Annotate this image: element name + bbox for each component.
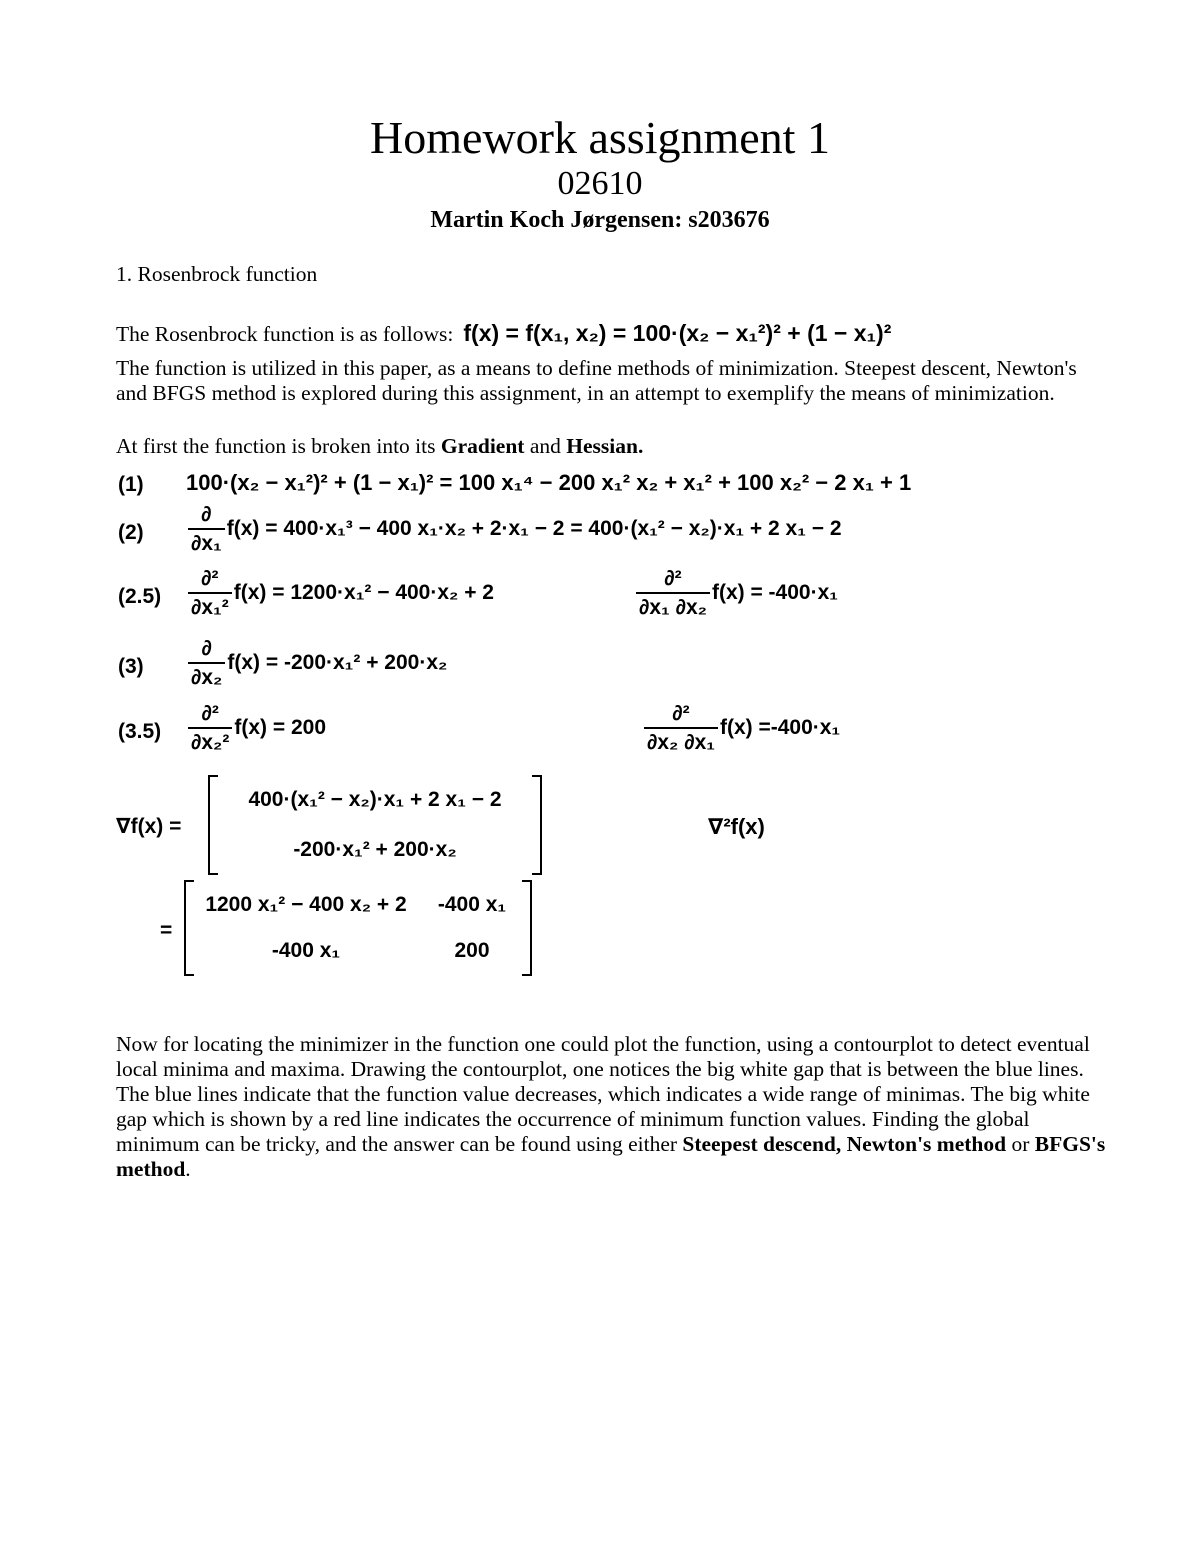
hessian-term: Hessian. <box>566 434 644 458</box>
eq1-expansion: 100·(x₂ − x₁²)² + (1 − x₁)² = 100 x₁⁴ − 200 x₁² x₂ + x₁² + 100 x₂² − 2 x₁ + 1 <box>186 470 912 495</box>
course-code: 02610 <box>557 165 643 202</box>
partial-x2-fraction: $\frac{\partial}{\text{∂x₂}}$ <box>188 637 225 690</box>
gradient-row-2: -200·x₁² + 200·x₂ <box>293 838 457 861</box>
intro-line <box>116 320 891 347</box>
gradient-hessian-line: At first the function is broken into its Gradient and Hessian. <box>116 434 644 458</box>
hessian-r2c1: -400 x₁ <box>271 939 341 962</box>
eq35-label: (3.5) <box>118 720 162 743</box>
hessian-r1c1: 1200 x₁² − 400 x₂ + 2 <box>205 893 407 916</box>
gradient-label: ∇f(x) = <box>116 815 182 838</box>
rosenbrock-formula: f(x) = f(x₁, x₂) = 100·(x₂ − x₁²)² + (1 − x₁)² <box>463 320 892 346</box>
document-title: Homework assignment 1 <box>370 112 830 163</box>
eq35-second-derivative: $\frac{\text{∂²}}{\text{∂x₂²}}$ f(x) = 200 <box>186 702 326 755</box>
partial-x1-fraction: $\frac{\partial}{\text{∂x₁}}$ <box>188 503 225 556</box>
eq3-label: (3) <box>118 655 144 678</box>
hessian-label: ∇²f(x) <box>708 814 765 839</box>
eq2-label: (2) <box>118 521 144 544</box>
eq2-derivative: $\frac{\partial}{\text{∂x₁}}$ f(x) = 400·x₁³ − 400 x₁·x₂ + 2·x₁ − 2 = 400·(x₁² − x₂)·x₁ + 2 x₁ − 2 <box>186 503 842 556</box>
eq3-derivative: $\frac{\partial}{\text{∂x₂}}$ f(x) = -200·x₁² + 200·x₂ <box>186 637 447 690</box>
hessian-r1c2: -400 x₁ <box>437 893 507 916</box>
method-newton: Newton's method <box>846 1132 1007 1156</box>
partial2-x2x1-fraction: $\frac{\text{∂²}}{\text{∂x₂ ∂x₁}}$ <box>644 702 718 755</box>
partial2-x1x2-fraction: $\frac{\text{∂²}}{\text{∂x₁ ∂x₂}}$ <box>636 567 710 620</box>
intro-paragraph: The function is utilized in this paper, as a means to define methods of minimization. Steepest descent, Newton's and BFGS method is explored during this assignment, in an attempt to exemplify the means of minimization. <box>116 356 1077 405</box>
eq25-second-derivative: $\frac{\text{∂²}}{\text{∂x₁²}}$ f(x) = 1200·x₁² − 400·x₂ + 2 <box>186 567 494 620</box>
eq25-label: (2.5) <box>118 585 162 608</box>
author-line: Martin Koch Jørgensen: s203676 <box>430 207 770 233</box>
gradient-term: Gradient <box>440 434 525 458</box>
hessian-matrix <box>184 880 532 976</box>
hessian-equals: = <box>160 919 173 942</box>
eq35-mixed-derivative: $\frac{\text{∂²}}{\text{∂x₂ ∂x₁}}$ f(x) =-400·x₁ <box>642 702 840 755</box>
gradient-vector <box>208 775 542 875</box>
gradient-row-1: 400·(x₁² − x₂)·x₁ + 2 x₁ − 2 <box>248 788 502 811</box>
section-heading: 1. Rosenbrock function <box>116 262 318 286</box>
partial2-x1-fraction: $\frac{\text{∂²}}{\text{∂x₁²}}$ <box>188 567 232 620</box>
conclusion-paragraph: Now for locating the minimizer in the function one could plot the function, using a contourplot to detect eventual local minima and maxima. Drawing the contourplot, one notices the big white gap that is between the blue lines. The blue lines indicate that the function value decreases, which indicates a wide range of minimas. The big white gap which is shown by a red line indicates the occurrence of minimum function values. Finding the global minimum can be tricky, and the answer can be found using either Steepest descend, Newton's method or BFGS's method. <box>116 1032 1106 1181</box>
method-bfgs: BFGS's method <box>116 1132 1106 1181</box>
method-steepest: Steepest descend <box>682 1132 836 1156</box>
hessian-r2c2: 200 <box>454 939 490 962</box>
partial2-x2-fraction: $\frac{\text{∂²}}{\text{∂x₂²}}$ <box>188 702 232 755</box>
eq25-mixed-derivative: $\frac{\text{∂²}}{\text{∂x₁ ∂x₂}}$ f(x) = -400·x₁ <box>634 567 838 620</box>
intro-label: The Rosenbrock function is as follows: <box>116 322 454 346</box>
eq1-label: (1) <box>118 473 144 496</box>
